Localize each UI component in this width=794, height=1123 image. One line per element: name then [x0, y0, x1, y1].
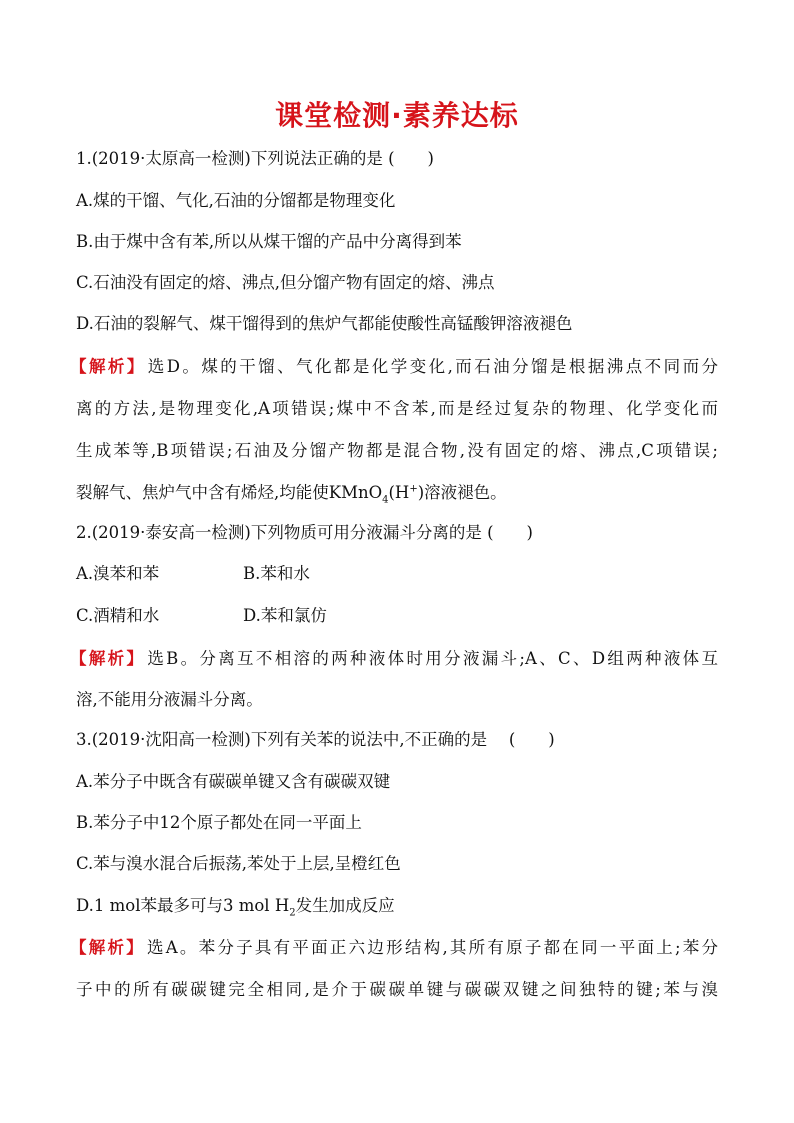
question-1-explanation-line-3: 生成苯等,B项错误;石油及分馏产物都是混合物,没有固定的熔、沸点,C项错误;: [76, 441, 718, 460]
question-1-option-c: C.石油没有固定的熔、沸点,但分馏产物有固定的熔、沸点: [76, 273, 495, 292]
question-3-stem: 3.(2019·沈阳高一检测)下列有关苯的说法中,不正确的是 ( ): [76, 730, 555, 749]
question-1-explanation-line-4: 裂解气、焦炉气中含有烯烃,均能使KMnO$_4$(H+)溶液褪色。: [76, 483, 507, 506]
question-2-explanation-line-2: 溶,不能用分液漏斗分离。: [76, 690, 263, 709]
question-3-option-a: A.苯分子中既含有碳碳单键又含有碳碳双键: [76, 772, 391, 791]
question-2-options-row-1: [76, 563, 310, 585]
question-1-explanation-line-2: 离的方法,是物理变化,A项错误;煤中不含苯,而是经过复杂的物理、化学变化而: [76, 399, 718, 418]
question-3-option-c: C.苯与溴水混合后振荡,苯处于上层,呈橙红色: [76, 854, 401, 873]
explanation-tag: 【解析】: [70, 357, 146, 376]
question-1-option-a: A.煤的干馏、气化,石油的分馏都是物理变化: [76, 191, 396, 210]
question-2-option-b: B.苯和水: [243, 564, 310, 583]
question-1-option-d: D.石油的裂解气、煤干馏得到的焦炉气都能使酸性高锰酸钾溶液褪色: [76, 314, 573, 333]
question-3-option-d: D.1 mol苯最多可与3 mol $H_2$发生加成反应: [76, 896, 395, 919]
question-3-explanation-line-2: 子中的所有碳碳键完全相同,是介于碳碳单键与碳碳双键之间独特的键;苯与溴: [76, 980, 718, 999]
question-2-options-row-2: [76, 605, 327, 627]
question-3-explanation-line-1: 【解析】 选A。苯分子具有平面正六边形结构,其所有原子都在同一平面上;苯分: [70, 938, 718, 957]
question-1-explanation-line-1: 【解析】 选D。煤的干馏、气化都是化学变化,而石油分馏是根据沸点不同而分: [70, 357, 719, 376]
question-2-option-d: D.苯和氯仿: [243, 606, 327, 625]
question-2-option-c: C.酒精和水: [76, 606, 160, 625]
question-2-explanation-line-1: 【解析】 选B。分离互不相溶的两种液体时用分液漏斗;A、C、D组两种液体互: [70, 649, 718, 668]
question-1-option-b: B.由于煤中含有苯,所以从煤干馏的产品中分离得到苯: [76, 232, 462, 251]
question-1-stem: 1.(2019·太原高一检测)下列说法正确的是 ( ): [76, 149, 434, 168]
question-2-stem: 2.(2019·泰安高一检测)下列物质可用分液漏斗分离的是 ( ): [76, 523, 533, 542]
explanation-tag: 【解析】: [70, 938, 146, 957]
question-3-option-b: B.苯分子中12个原子都处在同一平面上: [76, 813, 362, 832]
explanation-tag: 【解析】: [70, 649, 146, 668]
page-title: 课堂检测·素养达标: [275, 99, 519, 132]
question-2-option-a: A.溴苯和苯: [76, 564, 160, 583]
